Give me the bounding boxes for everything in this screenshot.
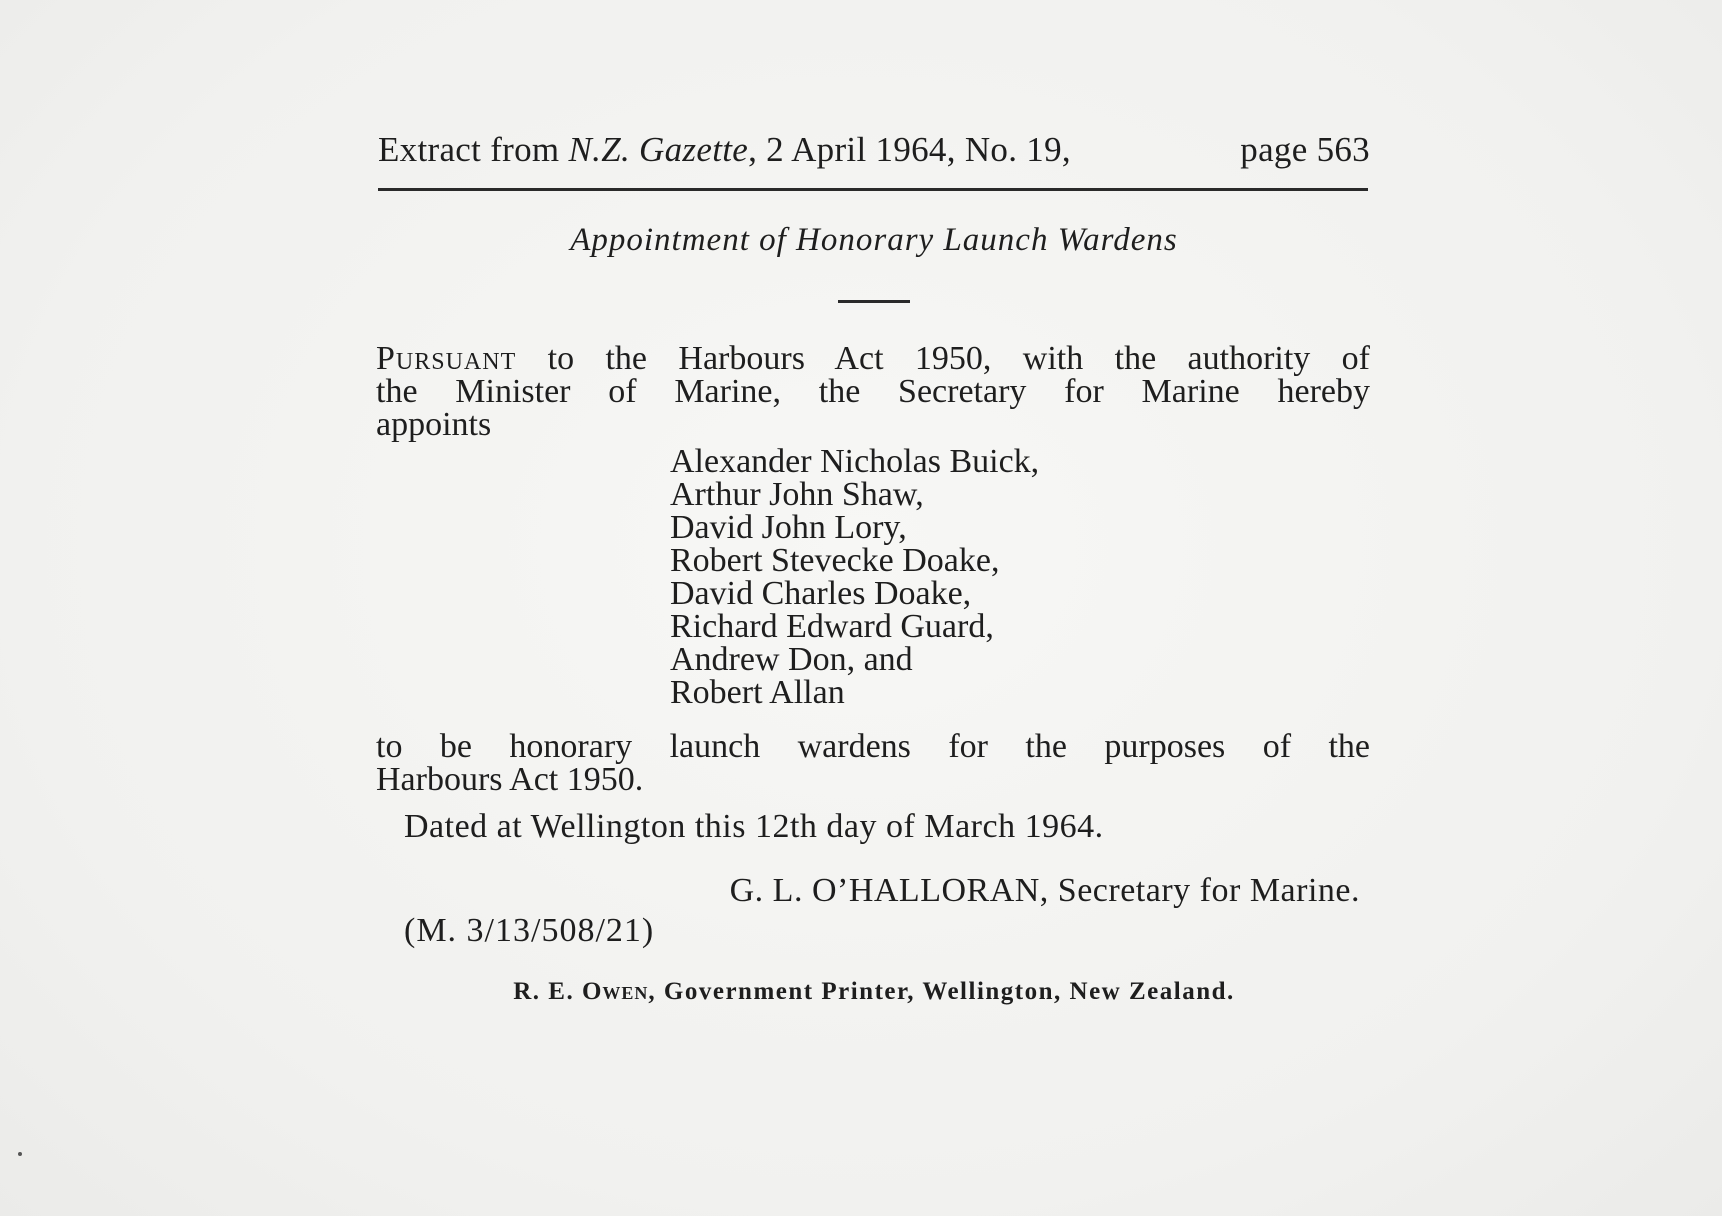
gazette-name: N.Z. Gazette	[568, 130, 749, 169]
intro-line-3: appoints	[376, 406, 492, 443]
printer-rest: , Government Printer, Wellington, New Zealand.	[648, 978, 1235, 1005]
dated-line: Dated at Wellington this 12th day of March 1964.	[404, 808, 1104, 845]
gazette-header	[378, 130, 1370, 170]
file-reference: (M. 3/13/508/21)	[404, 912, 655, 949]
appointee-name: David Charles Doake,	[670, 575, 972, 612]
title-dash-divider	[838, 300, 910, 303]
closing-line-1: to be honorary launch wardens for the purposes of the	[376, 728, 1370, 765]
print-speck	[18, 1152, 22, 1156]
appointee-name: Robert Stevecke Doake,	[670, 542, 1000, 579]
intro-line-1-rest: to the Harbours Act 1950, with the authority of	[516, 340, 1370, 377]
appointee-name: Robert Allan	[670, 674, 845, 711]
printer-initials: R. E.	[513, 978, 582, 1005]
closing-line-2: Harbours Act 1950.	[376, 761, 644, 798]
header-page-ref: page 563	[1240, 130, 1370, 169]
header-issue: , 2 April 1964, No. 19,	[748, 130, 1071, 169]
printer-surname: Owen	[581, 978, 649, 1005]
appointee-name: Andrew Don, and	[670, 641, 913, 678]
header-prefix: Extract from	[378, 130, 569, 169]
appointee-name: Alexander Nicholas Buick,	[670, 443, 1040, 480]
appointee-name: Richard Edward Guard,	[670, 608, 994, 645]
intro-line-2: the Minister of Marine, the Secretary for Marine hereby	[376, 373, 1370, 410]
notice-title: Appointment of Honorary Launch Wardens	[570, 222, 1178, 258]
closing-paragraph	[376, 730, 1370, 796]
printer-imprint	[378, 978, 1370, 1006]
appointee-name: David John Lory,	[670, 509, 907, 546]
signature-line: G. L. O’HALLORAN, Secretary for Marine.	[729, 872, 1360, 909]
intro-line-1	[376, 342, 1370, 375]
intro-paragraph	[376, 342, 1370, 441]
appointee-name: Arthur John Shaw,	[670, 476, 924, 513]
header-rule	[378, 188, 1368, 191]
intro-lead-word: Pursuant	[376, 340, 517, 377]
appointee-list	[670, 445, 1039, 709]
